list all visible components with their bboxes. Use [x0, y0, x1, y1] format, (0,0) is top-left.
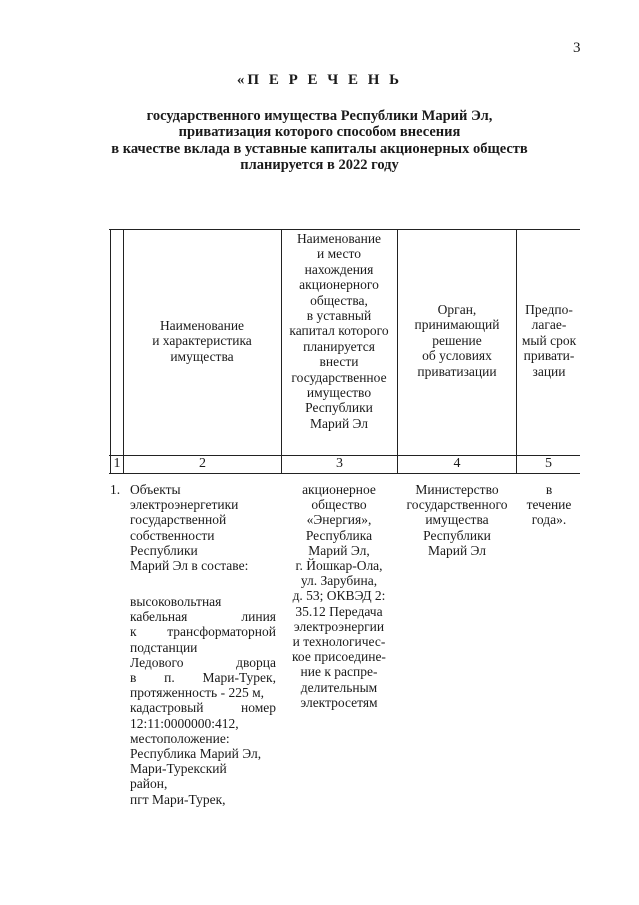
column-number: 3	[336, 456, 343, 471]
row-number: 1.	[110, 482, 121, 497]
row1-company: акционерное общество «Энергия», Республика Марий Эл, г. Йошкар-Ола, ул. Зарубина, д. 53; ОКВЭД 2: 35.12 Передача электроэнергии и технологичес- кое присоедине- ние к распре- делительным электросетям	[292, 482, 386, 710]
table-column-border	[281, 229, 282, 474]
table-top-border	[109, 229, 580, 230]
column-number: 4	[453, 456, 461, 471]
page-number: 3	[573, 40, 581, 56]
document-subtitle-line: приватизация которого способом внесения	[178, 124, 461, 140]
row1-property-detail: высоковольтная кабельная линия к трансформаторной подстанции Ледового дворца в п. Мари-Турек, протяженность - 225 м, кадастровый номер 12:11:0000000:412, местоположение: Республика Марий Эл, Мари-Турекский район, пгт Мари-Турек,	[130, 594, 276, 807]
header-col4: Орган, принимающий решение об условиях приватизации	[414, 302, 500, 379]
table-column-border	[397, 229, 398, 474]
row1-authority: Министерство государственного имущества Республики Марий Эл	[406, 482, 508, 558]
table-column-border	[110, 229, 111, 474]
document-title: «П Е Р Е Ч Е Н Ь	[236, 72, 403, 88]
header-col3: Наименование и место нахождения акционерного общества, в уставный капитал которого планируется внести государственное имущество Республики Марий Эл	[289, 231, 389, 431]
header-col5: Предпо- лагае- мый срок привати- зации	[521, 302, 577, 379]
column-number: 2	[199, 456, 206, 471]
header-col2: Наименование и характеристика имущества	[152, 318, 252, 364]
column-number: 1	[113, 456, 121, 471]
table-numbers-divider	[109, 473, 580, 474]
document-subtitle-line: в качестве вклада в уставные капиталы акционерных обществ	[111, 141, 528, 157]
document-subtitle-line: государственного имущества Республики Марий Эл,	[146, 108, 493, 124]
table-column-border	[123, 229, 124, 474]
document-subtitle-line: планируется в 2022 году	[240, 157, 399, 173]
row1-term: в течение года».	[526, 482, 572, 528]
row1-property-intro: Объекты электроэнергетики государственной собственности Республики Марий Эл в составе:	[130, 482, 249, 574]
table-column-border	[516, 229, 517, 474]
column-number: 5	[545, 456, 552, 471]
